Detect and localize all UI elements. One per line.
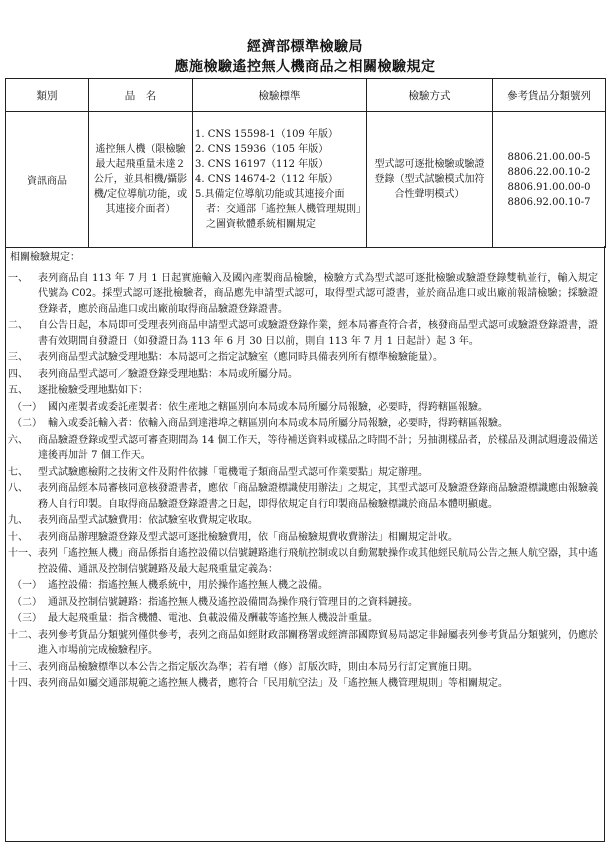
standard-item: 2. CNS 15936（105 年版） — [195, 144, 329, 155]
regulation-clause — [8, 465, 598, 481]
clause-text: 表列商品自 113 年 7 月 1 日起實施輸入及國內產製商品檢驗，檢驗方式為型式認可逐批檢驗或驗證登錄雙軌並行，輸入規定代號為 C02。採型式認可逐批檢驗者，商品應先申請型式認可，取得型式認可證書，並於商品進口或出廠前報請檢驗；採驗證登錄者，應於商品進口或出廠前取得商品驗證登錄證書。 — [38, 272, 598, 315]
regulation-clause — [8, 481, 598, 512]
column-header-category: 類別 — [6, 79, 89, 112]
regulation-clause — [8, 367, 598, 383]
clause-number: 十一、 — [8, 548, 38, 559]
clause-number: （一） — [12, 401, 42, 413]
standard-item: 4. CNS 14674-2（112 年版） — [195, 174, 338, 185]
clause-number: 八、 — [8, 483, 28, 494]
regulation-clause — [8, 318, 598, 349]
regulation-clause — [8, 350, 598, 366]
regulation-clause — [8, 530, 598, 546]
sub-clause — [8, 578, 598, 594]
standard-item: 5.具備定位導航功能或其連接介面者：交通部「遙控無人機管理規則」之圖資軟體系統相關規定 — [195, 189, 361, 230]
regulation-clause — [8, 628, 598, 659]
clause-text: 自公告日起，本局即可受理表列商品申請型式認可或驗證登錄作業，經本局審查符合者，核發商品型式認可或驗證登錄證書，證書有效期間自發證日（如發證日為 113 年 6 月 30 日以前，則自 113 年 7 月 1 日起計）起 3 年。 — [38, 320, 598, 347]
clause-number: 十三、 — [8, 661, 38, 673]
clause-text: 表列商品型式試驗受理地點：本局認可之指定試驗室（應同時具備表列所有標準檢驗能量）。 — [38, 352, 443, 363]
clause-text: 通訊及控制信號鏈路：指遙控無人機及遙控設備間為操作飛行管理目的之資料鏈接。 — [48, 596, 418, 608]
notes-heading: 相關檢驗規定： — [10, 252, 80, 263]
clause-number: 九、 — [8, 515, 28, 526]
cell-tariff-codes — [493, 112, 606, 248]
regulation-notes — [5, 246, 605, 842]
clause-text: 表列商品如屬交通部規範之遙控無人機者，應符合「民用航空法」及「遙控無人機管理規則」等相關規定。 — [38, 678, 508, 689]
standard-item: 1. CNS 15598-1（109 年版） — [195, 129, 338, 140]
regulation-clause — [8, 660, 598, 676]
regulation-clause — [8, 546, 598, 577]
sub-clause — [8, 416, 598, 432]
table-header-row — [6, 79, 606, 112]
tariff-code: 8806.91.00.00-0 — [507, 181, 591, 193]
clause-number: 七、 — [8, 466, 28, 478]
clause-number: 六、 — [8, 434, 28, 446]
clause-number: 五、 — [8, 385, 28, 396]
clause-text: 逐批檢驗受理地點如下： — [38, 385, 148, 396]
clause-text: 國內產製者或委託產製者：依生產地之轄區別向本局或本局所屬分局報驗，必要時，得跨轄區報驗。 — [48, 401, 488, 413]
clause-number: （一） — [12, 580, 42, 591]
clause-text: 最大起飛重量：指含機體、電池、負載設備及酬載等遙控無人機設計重量。 — [48, 613, 378, 624]
clause-text: 表列商品經本局審核同意核發證書者，應依「商品驗證標識使用辦法」之規定，其型式認可及驗證登錄商品驗證標識應由報驗義務人自行印製。自取得商品驗證登錄證書之日起，即得依規定自行印製商品檢驗標識於商品本體明顯處。 — [38, 483, 598, 510]
tariff-code: 8806.22.00.10-2 — [507, 166, 591, 178]
column-header-standard: 檢驗標準 — [193, 79, 367, 112]
document-title: 應施檢驗遙控無人機商品之相關檢驗規定 — [174, 59, 436, 75]
regulation-clause — [8, 433, 598, 464]
clause-number: 十、 — [8, 531, 28, 543]
clause-number: （二） — [12, 418, 42, 429]
clause-text: 輸入或委託輸入者：依輸入商品到達港埠之轄區別向本局或本局所屬分局報驗，必要時，得跨轄區報驗。 — [48, 418, 508, 429]
clause-text: 表列商品檢驗標準以本公告之指定版次為準；若有增（修）訂版次時，則由本局另行訂定實施日期。 — [38, 661, 478, 673]
tariff-code: 8806.92.00.10-7 — [507, 196, 591, 208]
clause-number: 十二、 — [8, 629, 38, 641]
notes-list — [8, 271, 598, 692]
column-header-tariff-code: 參考貨品分類號列 — [493, 79, 606, 112]
clause-text: 表列參考貨品分類號列僅供參考，表列之商品如經財政部關務署或經濟部國際貿易局認定非歸屬表列參考貨品分類號列，仍應於進入市場前完成檢驗程序。 — [38, 629, 598, 656]
clause-text: 表列商品辦理驗證登錄及型式認可逐批檢驗費用，依「商品檢驗規費收費辦法」相關規定計收。 — [38, 531, 458, 543]
clause-number: 二、 — [8, 320, 28, 331]
inspection-table — [5, 78, 606, 248]
clause-text: 表列商品型式認可／驗證登錄受理地點：本局或所屬分局。 — [38, 368, 298, 380]
clause-number: （二） — [12, 596, 42, 608]
cell-category: 資訊商品 — [6, 112, 89, 248]
standard-item: 3. CNS 16197（112 年版） — [195, 159, 329, 170]
sub-clause — [8, 400, 598, 416]
clause-text: 表列「遙控無人機」商品係指自遙控設備以信號鏈路進行飛航控制或以自動駕駛操作或其他經民航局公告之無人航空器，其中遙控設備、通訊及控制信號鏈路及最大起飛重量定義為： — [38, 548, 598, 575]
sub-clause — [8, 595, 598, 611]
clause-text: 遙控設備：指遙控無人機系統中，用於操作遙控無人機之設備。 — [48, 580, 328, 591]
clause-number: 三、 — [8, 352, 28, 363]
cell-method: 型式認可逐批檢驗或驗證登錄（型式試驗模式加符合性聲明模式） — [367, 112, 493, 248]
agency-name: 經濟部標準檢驗局 — [247, 39, 363, 55]
table-row — [6, 112, 606, 248]
regulation-clause — [8, 513, 598, 529]
regulation-clause — [8, 383, 598, 399]
cell-product-name: 遙控無人機（限檢驗最大起飛重量未達２公斤，並具相機/攝影機/定位導航功能，或其連接介面者） — [89, 112, 193, 248]
column-header-product-name: 品 名 — [89, 79, 193, 112]
regulation-clause — [8, 676, 598, 692]
clause-number: 十四、 — [8, 678, 38, 689]
clause-text: 商品驗證登錄或型式認可審查期間為 14 個工作天，等待補送資料或樣品之時間不計；另抽測樣品者，於樣品及測試週邊設備送達後再加計 7 個工作天。 — [38, 434, 598, 461]
cell-standards — [193, 112, 367, 248]
clause-text: 表列商品型式試驗費用：依試驗室收費規定收取。 — [38, 515, 258, 526]
clause-number: 四、 — [8, 368, 28, 380]
column-header-method: 檢驗方式 — [367, 79, 493, 112]
clause-number: （三） — [12, 613, 42, 624]
tariff-code: 8806.21.00.00-5 — [507, 151, 591, 163]
sub-clause — [8, 611, 598, 627]
regulation-clause — [8, 271, 598, 318]
clause-number: 一、 — [8, 272, 28, 284]
clause-text: 型式試驗應檢附之技術文件及附件依據「電機電子類商品型式認可作業要點」規定辦理。 — [38, 466, 428, 478]
